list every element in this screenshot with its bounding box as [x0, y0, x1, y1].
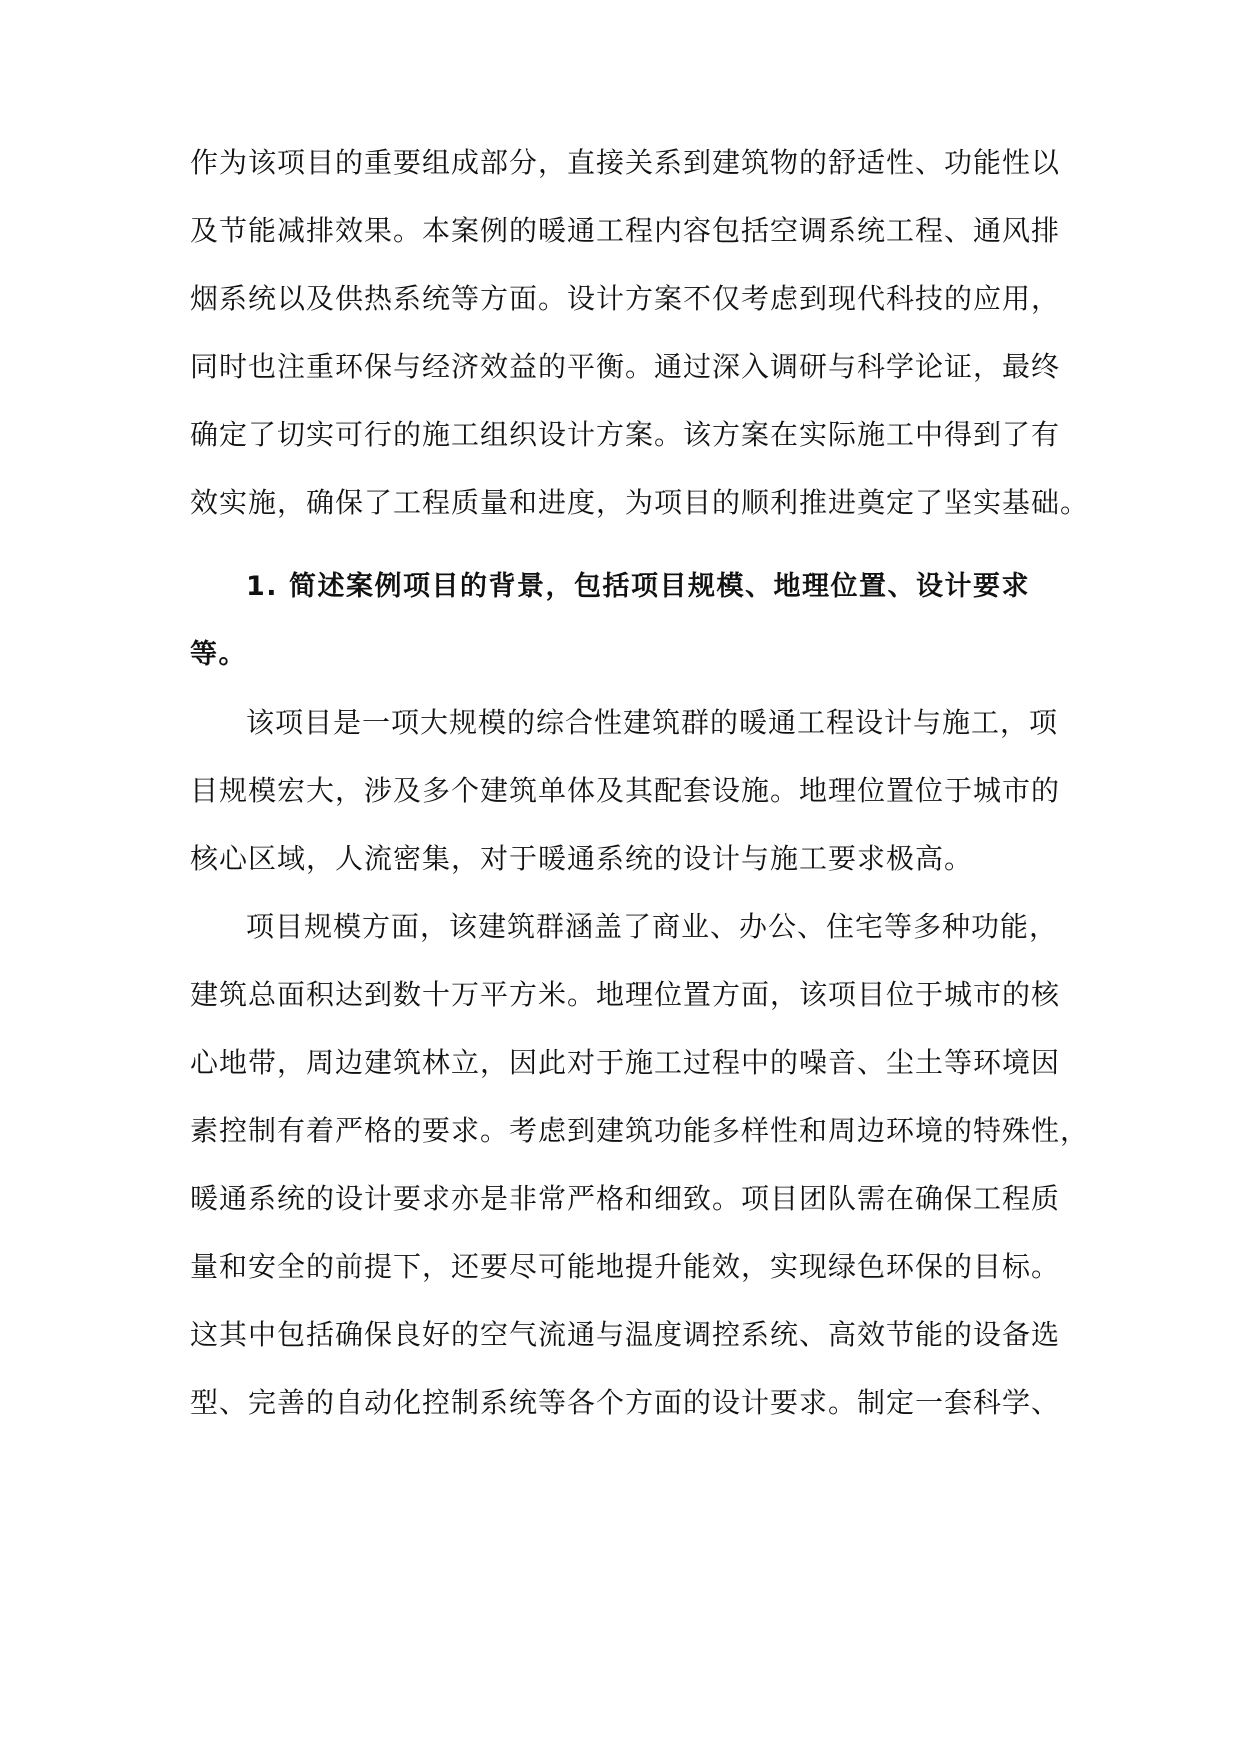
paragraph2-line-5: 暖通系统的设计要求亦是非常严格和细致。项目团队需在确保工程质: [190, 1182, 1061, 1215]
intro-line-3: 烟系统以及供热系统等方面。设计方案不仅考虑到现代科技的应用，: [190, 282, 1061, 315]
intro-line-2: 及节能减排效果。本案例的暖通工程内容包括空调系统工程、通风排: [190, 214, 1061, 247]
section-heading-line-2: 等。: [190, 639, 247, 670]
intro-line-6: 效实施，确保了工程质量和进度，为项目的顺利推进奠定了坚实基础。: [190, 486, 1090, 519]
paragraph2-line-7: 这其中包括确保良好的空气流通与温度调控系统、高效节能的设备选: [190, 1318, 1061, 1351]
intro-line-4: 同时也注重环保与经济效益的平衡。通过深入调研与科学论证，最终: [190, 350, 1061, 383]
paragraph2-line-4: 素控制有着严格的要求。考虑到建筑功能多样性和周边环境的特殊性，: [190, 1114, 1090, 1147]
intro-line-5: 确定了切实可行的施工组织设计方案。该方案在实际施工中得到了有: [190, 418, 1061, 451]
paragraph2-line-2: 建筑总面积达到数十万平方米。地理位置方面，该项目位于城市的核: [190, 978, 1061, 1011]
paragraph1-line-2: 目规模宏大，涉及多个建筑单体及其配套设施。地理位置位于城市的: [190, 774, 1061, 807]
paragraph2-line-8: 型、完善的自动化控制系统等各个方面的设计要求。制定一套科学、: [190, 1386, 1061, 1419]
paragraph2-line-6: 量和安全的前提下，还要尽可能地提升能效，实现绿色环保的目标。: [190, 1250, 1061, 1283]
paragraph1-line-1: 该项目是一项大规模的综合性建筑群的暖通工程设计与施工，项: [246, 706, 1059, 739]
paragraph2-line-1: 项目规模方面，该建筑群涵盖了商业、办公、住宅等多种功能，: [246, 910, 1059, 943]
section-heading-line-1: 1. 简述案例项目的背景，包括项目规模、地理位置、设计要求: [246, 571, 1030, 602]
paragraph1-line-3: 核心区域，人流密集，对于暖通系统的设计与施工要求极高。: [190, 842, 974, 875]
paragraph2-line-3: 心地带，周边建筑林立，因此对于施工过程中的噪音、尘土等环境因: [190, 1046, 1061, 1079]
intro-line-1: 作为该项目的重要组成部分，直接关系到建筑物的舒适性、功能性以: [190, 146, 1061, 179]
